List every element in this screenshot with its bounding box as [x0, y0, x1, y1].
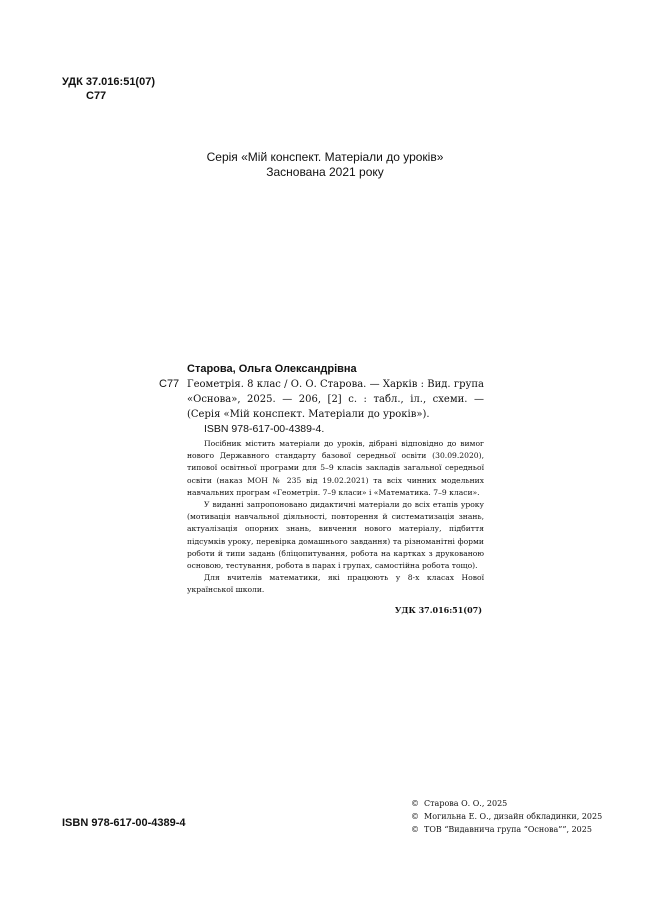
card-bibliographic-record [159, 377, 484, 422]
card-abstract [187, 438, 484, 597]
abstract-paragraph: Для вчителів математики, які працюють у 8-х класах Нової української школи. [187, 573, 484, 595]
copyright-line [411, 823, 602, 836]
card-author: Старова, Ольга Олександрівна [187, 363, 357, 375]
abstract-paragraph: Посібник містить матеріали до уроків, дібрані відповідно до вимог нового Державного стандарту базової середньої освіти (30.09.2020), типової освітньої програми для 5–9 класів закладів загальної середньої освіти (наказ МОН № 235 від 19.02.2021) та всіх чинних модельних навчальних програм «Геометрія. 7–9 класи» і «Математика. 7–9 класи». [187, 439, 484, 497]
card-description: Геометрія. 8 клас / О. О. Старова. — Харків : Вид. група «Основа», 2025. — 206, [2] с. : табл., іл., схеми. — (Серія «Мій конспект. Матеріали до уроків»). [187, 379, 484, 420]
series-founded: Заснована 2021 року [266, 165, 384, 179]
copyright-line [411, 810, 602, 823]
copyright-text: Старова О. О., 2025 [424, 799, 508, 808]
abstract-paragraph: У виданні запропоновано дидактичні матеріали до всіх етапів уроку (мотивація навчальної діяльності, повторення й систематизація знань, актуалізація опорних знань, вивчення нового матеріалу, підбиття підсумків уроку, перевірка домашнього завдання) та різноманітні форми роботи й типи задань (бліцопитування, робота на картках з друкованою основою, тестування, робота в парах і групах, самостійна робота тощо). [187, 500, 484, 571]
card-cutter-number: С77 [159, 378, 180, 390]
author-mark: С77 [86, 90, 107, 102]
copyright-symbol: © [411, 799, 419, 808]
catalog-card [159, 362, 484, 616]
series-block [0, 150, 650, 180]
copyright-symbol: © [411, 812, 419, 821]
udc-header [62, 75, 155, 103]
copyright-text: Могильна Е. О., дизайн обкладинки, 2025 [424, 812, 603, 821]
card-udc: УДК 37.016:51(07) [394, 604, 482, 615]
copyright-line [411, 797, 602, 810]
card-isbn: ISBN 978-617-00-4389-4. [204, 423, 325, 435]
copyright-symbol: © [411, 825, 419, 834]
copyright-text: ТОВ “Видавнича група “Основа””, 2025 [424, 825, 592, 834]
copyright-block [411, 797, 602, 836]
udc-code: УДК 37.016:51(07) [62, 76, 155, 88]
isbn-footer: ISBN 978-617-00-4389-4 [62, 817, 186, 829]
series-title: Серія «Мій конспект. Матеріали до уроків» [206, 150, 444, 164]
